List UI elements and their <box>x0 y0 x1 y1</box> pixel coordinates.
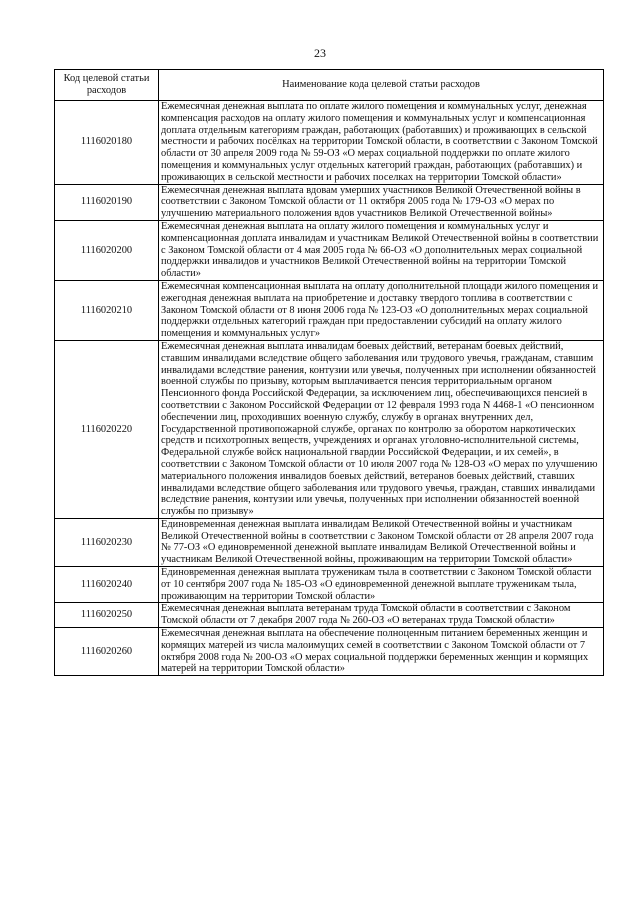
table-row <box>55 628 604 676</box>
row-code: 1116020220 <box>55 340 159 518</box>
row-description: Ежемесячная компенсационная выплата на оплату дополнительной площади жилого помещения и ежегодная денежная выплата на приобретение и доставку твердого топлива в соответствии с Законом Томской области от 8 июня 2006 года № 123-ОЗ «О дополнительных мерах социальной поддержки отдельных категорий граждан при предоставлении субсидий на оплату жилого помещения и коммунальных услуг» <box>159 280 604 340</box>
header-code: Код целевой статьи расходов <box>55 70 159 101</box>
row-code: 1116020240 <box>55 567 159 603</box>
table-row <box>55 567 604 603</box>
row-code: 1116020210 <box>55 280 159 340</box>
row-code: 1116020190 <box>55 184 159 220</box>
row-code: 1116020200 <box>55 220 159 280</box>
row-description: Ежемесячная денежная выплата на оплату жилого помещения и коммунальных услуг и компенсационная доплата инвалидам и участникам Великой Отечественной войны в соответствии с Законом Томской области от 4 мая 2005 года № 66-ОЗ «О дополнительных мерах социальной поддержки инвалидов и участников Великой Отечественной войны на территории Томской области» <box>159 220 604 280</box>
table-row <box>55 603 604 628</box>
row-description: Ежемесячная денежная выплата ветеранам труда Томской области в соответствии с Законом Томской области от 7 декабря 2007 года № 260-ОЗ «О ветеранах труда Томской области» <box>159 603 604 628</box>
row-description: Единовременная денежная выплата инвалидам Великой Отечественной войны и участникам Великой Отечественной войны в соответствии с Законом Томской области от 28 апреля 2007 года № 77-ОЗ «О единовременной денежной выплате инвалидам Великой Отечественной войны и участникам Великой Отечественной войны, проживающим на территории Томской области» <box>159 518 604 566</box>
header-name: Наименование кода целевой статьи расходов <box>159 70 604 101</box>
table-header-row <box>55 70 604 101</box>
row-description: Ежемесячная денежная выплата по оплате жилого помещения и коммунальных услуг, денежная компенсация расходов на оплату жилого помещения и коммунальных услуг и компенсационная доплата отдельным категориям граждан, работающих (работавших) и проживающих в сельской местности и рабочих посёлках на территории Томской области, в соответствии с Законом Томской области от 30 апреля 2009 года № 59-ОЗ «О мерах социальной поддержки по оплате жилого помещения и коммунальных услуг отдельных категорий граждан, работающих (работавших) и проживающих в сельской местности и рабочих поселках на территории Томской области» <box>159 101 604 185</box>
table-row <box>55 340 604 518</box>
row-code: 1116020260 <box>55 628 159 676</box>
row-code: 1116020180 <box>55 101 159 185</box>
table-row <box>55 220 604 280</box>
budget-codes-table <box>54 69 604 676</box>
table-row <box>55 184 604 220</box>
row-code: 1116020250 <box>55 603 159 628</box>
row-code: 1116020230 <box>55 518 159 566</box>
table-row <box>55 518 604 566</box>
row-description: Ежемесячная денежная выплата инвалидам боевых действий, ветеранам боевых действий, ставшим инвалидами вследствие общего заболевания или трудового увечья, гражданам, ставшим инвалидами вследствие ранения, контузии или увечья, полученных при исполнении обязанностей военной службы по призыву, которым выплачивается пенсия территориальным органом Пенсионного фонда Российской Федерации, за исключением лиц, обеспечивающихся пенсией в соответствии с Законом Российской Федерации от 12 февраля 1993 года N 4468-1 «О пенсионном обеспечении лиц, проходивших военную службу, службу в органах внутренних дел, Государственной противопожарной службе, органах по контролю за оборотом наркотических средств и психотропных веществ, учреждениях и органах уголовно-исполнительной системы, Федеральной службе войск национальной гвардии Российской Федерации, и их семей», в соответствии с Законом Томской области от 10 июля 2007 года № 128-ОЗ «О мерах по улучшению материального положения инвалидов боевых действий, ветеранов боевых действий, ставших инвалидами вследствие общего заболевания или трудового увечья, граждан, ставших инвалидами вследствие ранения, контузии или увечья, полученных при исполнении обязанностей военной службы по призыву» <box>159 340 604 518</box>
row-description: Ежемесячная денежная выплата на обеспечение полноценным питанием беременных женщин и кормящих матерей из числа малоимущих семей в соответствии с Законом Томской области от 7 октября 2008 года № 200-ОЗ «О мерах социальной поддержки беременных женщин и кормящих матерей на территории Томской области» <box>159 628 604 676</box>
table-row <box>55 280 604 340</box>
table-row <box>55 101 604 185</box>
row-description: Ежемесячная денежная выплата вдовам умерших участников Великой Отечественной войны в соответствии с Законом Томской области от 11 октября 2005 года № 179-ОЗ «О мерах по улучшению материального положения вдов участников Великой Отечественной войны» <box>159 184 604 220</box>
row-description: Единовременная денежная выплата труженикам тыла в соответствии с Законом Томской области от 10 сентября 2007 года № 185-ОЗ «О единовременной денежной выплате труженикам тыла, проживающим на территории Томской области» <box>159 567 604 603</box>
page-number: 23 <box>314 46 326 60</box>
